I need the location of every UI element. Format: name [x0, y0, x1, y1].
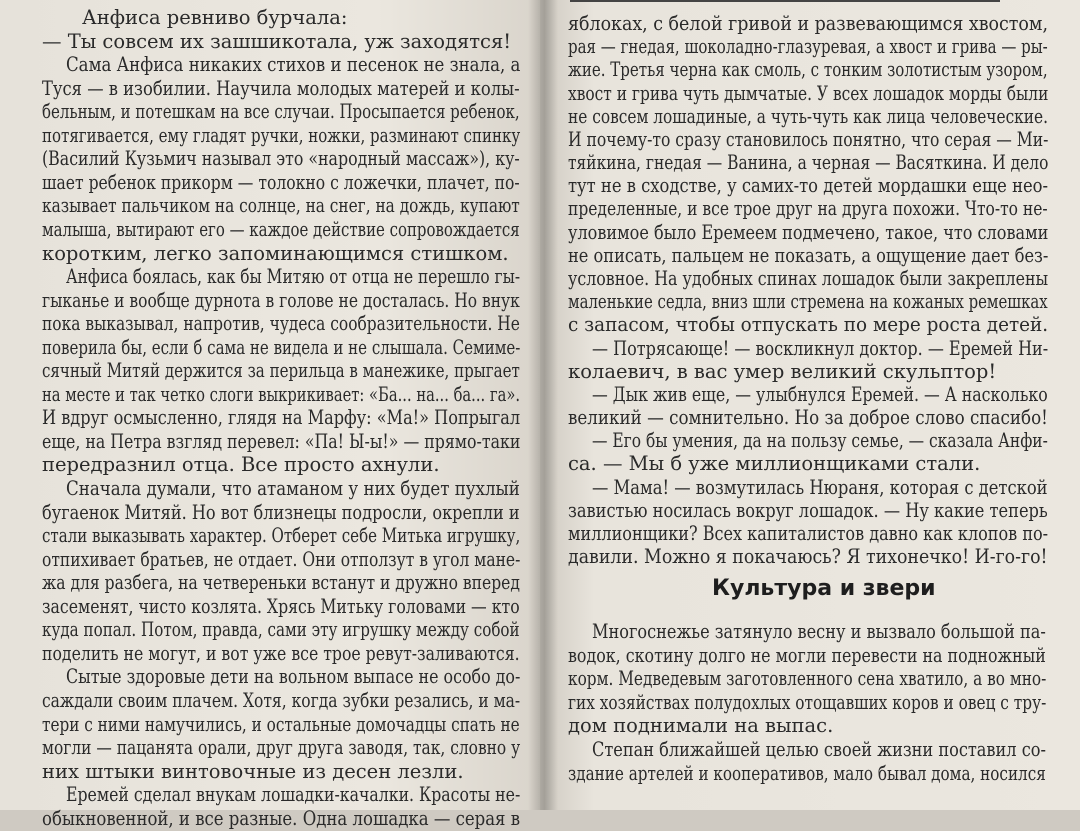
right-page-lines-top-line: давили. Можно я покачаюсь? Я тихонечко! И-го-го!	[568, 545, 1048, 569]
right-page-lines-bottom-line: здание артелей и кооперативов, мало бывал дома, носился	[568, 761, 1046, 785]
left-page-lines-line: бугаенок Митяй. Но вот близнецы подросли, окрепли и	[42, 500, 520, 524]
left-page-lines-line: тери с ними намучились, и остальные домочадцы спать не	[42, 712, 520, 736]
right-page-lines-bottom-line: водок, скотину долго не могли перевести на подножный	[568, 643, 1046, 667]
right-page-lines-bottom-line: Многоснежье затянуло весну и вызвало большой па-	[592, 620, 1046, 643]
right-page-lines-top-line: уловимое было Еремеем подмечено, такое, что словами	[568, 220, 1049, 244]
left-page-lines-line: обыкновенной, и все разные. Одна лошадка — серая в	[42, 806, 521, 830]
right-page-lines-top-line: не совсем лошадиные, а чуть-чуть как лица человеческие.	[568, 104, 1049, 128]
left-page-lines-line: поделить не могут, и вот уже все трое ревут-заливаются.	[42, 641, 520, 665]
left-page-lines-line: Еремей сделал внукам лошадки-качалки. Красоты не-	[66, 783, 521, 807]
left-page-lines-line: Сама Анфиса никаких стихов и песенок не знала, а	[66, 53, 521, 77]
left-page	[0, 0, 540, 830]
left-page-lines-line: Сначала думали, что атаманом у них будет пухлый	[66, 477, 520, 500]
right-page-lines-top-line: са. — Мы б уже миллионщиками стали.	[568, 452, 981, 476]
left-page-lines-line: (Василий Кузьмич называл это «народный массаж»), ку-	[42, 147, 520, 171]
right-page-lines-top-line: завистью носилась вокруг лошадок. — Ну какие теперь	[568, 498, 1048, 522]
right-page-lines-top-line: — Дык жив еще, — улыбнулся Еремей. — А насколько	[592, 382, 1048, 406]
right-page-lines-bottom-line: Степан ближайшей целью своей жизни поставил со-	[592, 738, 1046, 761]
left-page-lines-line: на месте и так четко слоги выкрикивает: «Ба... на... ба... га».	[42, 382, 521, 406]
right-page-lines-top-line: яблоках, с белой гривой и развевающимся хвостом,	[568, 12, 1049, 35]
right-page-lines-bottom-line: корм. Медведевым заготовленного сена хватило, а во мно-	[568, 667, 1047, 691]
right-page-lines-top-line: — Мама! — возмутилась Нюраня, которая с детской	[592, 475, 1048, 499]
left-page-lines-line: коротким, легко запоминающимся стишком.	[42, 241, 509, 265]
left-page-lines-line: бельным, и потешкам на все случаи. Просыпается ребенок,	[42, 100, 520, 124]
left-page-lines-line: отпихивает братьев, не отдает. Они отползут в угол мане-	[42, 547, 521, 571]
right-page-lines-top-line: рая — гнедая, шоколадно-глазуревая, а хвост и грива — ры-	[568, 35, 1048, 59]
right-page-lines-top-line: колаевич, в вас умер великий скульптор!	[568, 359, 997, 383]
right-page-lines-top-line: маленькие седла, вниз шли стремена на кожаных ремешках	[568, 290, 1048, 314]
left-page-lines-line: передразнил отца. Все просто ахнули.	[42, 453, 440, 477]
right-page-lines-bottom-line: дом поднимали на выпас.	[568, 714, 834, 738]
left-page-lines-line: шает ребенок прикорм — толокно с ложечки, плачет, по-	[42, 170, 520, 194]
book-gutter	[528, 0, 558, 810]
left-page-lines-line: еще, на Петра взгляд перевел: «Па! Ы-ы!» — прямо-таки	[42, 429, 521, 453]
left-page-lines-line: И вдруг осмысленно, глядя на Марфу: «Ма!» Попрыгал	[42, 406, 521, 430]
left-page-lines-line: Анфиса боялась, как бы Митяю от отца не перешло гы-	[66, 265, 521, 289]
left-page-lines-line: казывает пальчиком на солнце, на снег, на дождь, купают	[42, 194, 520, 218]
right-page-lines-top-line: тут не в сходстве, у самих-то детей мордашки еще нео-	[568, 174, 1049, 198]
right-page-lines-bottom-line: гих хозяйствах полудохлых отощавших коров и овец с тру-	[568, 690, 1047, 714]
right-page-lines-top-line: условное. На удобных спинах лошадок были закреплены	[568, 266, 1049, 290]
left-page-lines-line: них штыки винтовочные из десен лезли.	[42, 759, 464, 783]
left-page-lines-line: пока выказывал, напротив, чудеса сообразительности. Не	[42, 312, 520, 336]
right-page-lines-top-line: миллионщики? Всех капиталистов давно как клопов по-	[568, 521, 1049, 545]
right-page-lines-top-line: не описать, пальцем не показать, а ощущение дает без-	[568, 243, 1049, 267]
right-page-lines-top-line: пределенные, и все трое друг на друга похожи. Что-то не-	[568, 197, 1048, 221]
left-page-lines-line: Анфиса ревниво бурчала:	[82, 6, 348, 29]
left-page-lines-line: саждали своим плачем. Хотя, когда зубки резались, и ма-	[42, 688, 521, 712]
left-page-lines-line: гыканье и вообще дурнота в голове не досталась. Но внук	[42, 288, 520, 312]
top-rule	[570, 0, 1000, 2]
left-page-lines-line: Туся — в изобилии. Научила молодых матерей и колы-	[42, 76, 520, 100]
left-page-lines-line: — Ты совсем их зашшикотала, уж заходятся!	[42, 29, 512, 53]
right-page-lines-top-line: И почему-то сразу становилось понятно, что серая — Ми-	[568, 127, 1049, 151]
left-page-lines-line: сячный Митяй держится за перильца в манежике, прыгает	[42, 359, 520, 383]
left-page-lines-line: засеменят, чисто козлята. Хрясь Митьку головами — кто	[42, 594, 520, 618]
right-page-lines-top-line: — Его бы умения, да на пользу семье, — сказала Анфи-	[592, 429, 1048, 453]
right-page-lines-top-line: тяйкина, гнедая — Ванина, а черная — Васяткина. И дело	[568, 151, 1049, 175]
left-page-lines-line: потягивается, ему гладят ручки, ножки, разминают спинку	[42, 123, 521, 147]
right-page-lines-top-line: хвост и грива чуть дымчатые. У всех лошадок морды были	[568, 81, 1049, 105]
right-page-lines-top-line: с запасом, чтобы отпускать по мере роста детей.	[568, 313, 1049, 337]
right-page-lines-top-line: жие. Третья черна как смоль, с тонким золотистым узором,	[568, 58, 1048, 82]
right-page-lines-top-line: великий — сомнительно. Но за доброе слово спасибо!	[568, 406, 1048, 430]
left-page-lines-line: малыша, вытирают его — каждое действие сопровождается	[42, 217, 520, 241]
right-page	[540, 0, 1080, 810]
left-page-lines-line: жа для разбега, на четвереньки встанут и дружно вперед	[42, 571, 520, 595]
right-page-lines-top-line: — Потрясающе! — воскликнул доктор. — Еремей Ни-	[592, 336, 1049, 360]
left-page-lines-line: поверила бы, если б сама не видела и не слышала. Семиме-	[42, 335, 521, 359]
left-page-lines-line: стали выказывать характер. Отберет себе Митька игрушку,	[42, 524, 521, 548]
left-page-lines-line: Сытые здоровые дети на вольном выпасе не особо до-	[66, 665, 521, 689]
left-page-lines-line: могли — пацанята орали, друг друга заводя, так, словно у	[42, 736, 521, 760]
section-heading: Культура и звери	[712, 576, 936, 601]
left-page-lines-line: куда попал. Потом, правда, сами эту игрушку между собой	[42, 618, 520, 642]
